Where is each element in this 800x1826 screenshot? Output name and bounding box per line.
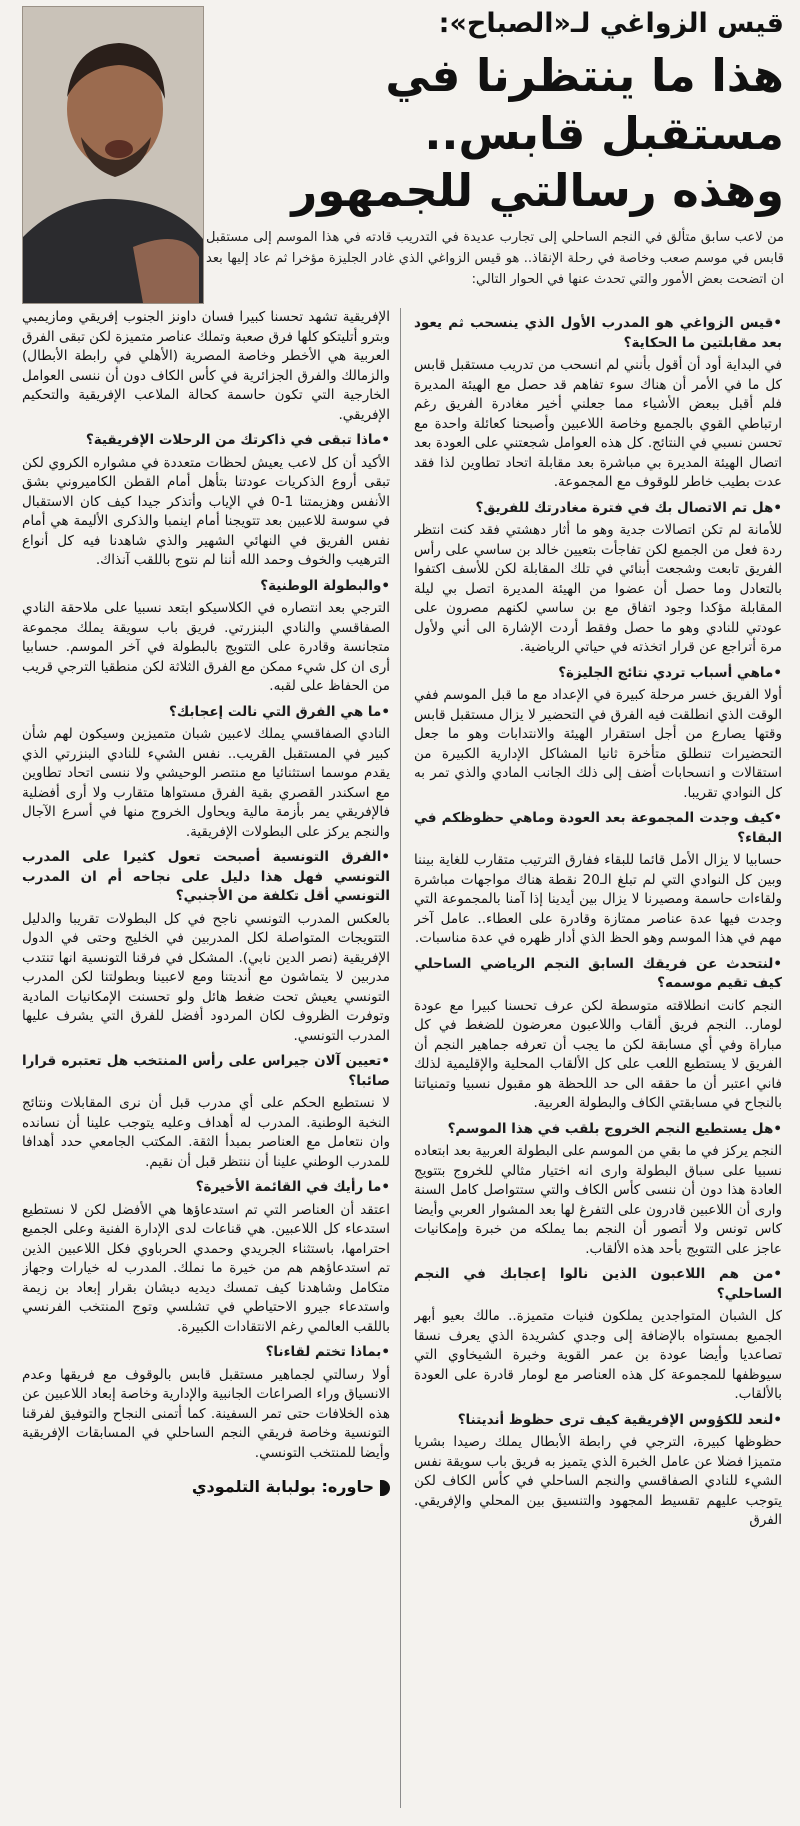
portrait-photo bbox=[22, 6, 204, 304]
qa-block bbox=[414, 1265, 782, 1405]
headline bbox=[212, 47, 784, 220]
qa-block bbox=[22, 577, 390, 697]
answer: حظوظها كبيرة، الترجي في رابطة الأبطال يملك رصيدا بشريا متميزا فضلا عن عامل الخبرة الذي يتميز به فريق باب سويقة نفس الشيء للنادي الصفاقسي والنجم الساحلي في كأس الكاف لكن يتوجب عليهم تقسيط المجهود والتنسيق بين المحلي والإفريقي. الفرق bbox=[414, 1434, 782, 1528]
qa-block bbox=[22, 848, 390, 1046]
question: • هل يستطيع النجم الخروج بلقب في هذا الموسم؟ bbox=[414, 1120, 782, 1140]
end-mark-icon bbox=[380, 1480, 390, 1496]
answer: الترجي بعد انتصاره في الكلاسيكو ابتعد نسبيا على ملاحقة النادي الصفاقسي والنادي البنزرتي. فريق باب سويقة يملك مجموعة متجانسة وقادرة على التتويج بالبطولة في آخر الموسم. حسابيا أرى ان كل شيء ممكن مع الفرق الثلاثة لكن منطقيا الترجي قريب من الحفاظ على لقبه. bbox=[22, 600, 390, 694]
man-portrait-icon bbox=[23, 7, 203, 303]
intro-paragraph: من لاعب سابق متألق في النجم الساحلي إلى تجارب عديدة في التدريب قادته في هذا الموسم إلى مستقبل قابس في موسم صعب وخاصة في رحلة الإنقاذ.. هو قيس الزواغي الذي غادر الجليزة مؤخرا ثم عاد إليها بعد ان اتضحت بعض الأمور والتي تحدث عنها في الحوار التالي: bbox=[206, 230, 784, 287]
qa-block bbox=[414, 499, 782, 658]
question: • ماذا تبقى في ذاكرتك من الرحلات الإفريقية؟ bbox=[22, 431, 390, 451]
question: • ماهي أسباب تردي نتائج الجليزة؟ bbox=[414, 664, 782, 684]
headline-line-2: وهذه رسالتي للجمهور bbox=[291, 164, 784, 218]
qa-block bbox=[22, 703, 390, 843]
answer: لا نستطيع الحكم على أي مدرب قبل أن نرى المقابلات ونتائج النخبة الوطنية. المدرب له أهداف وعليه يتوجب علينا أن نسانده وان نتعامل مع العناصر بمبدأ الثقة. المكتب الجامعي حدد أهدافا للمدرب الوطني علينا أن ننتظر قبل أن نقيم. bbox=[22, 1095, 390, 1170]
answer: الأكيد أن كل لاعب يعيش لحظات متعددة في مشواره الكروي لكن تبقى أروع الذكريات عودتنا بتأهل أمام القطن الكاميروني بشق الأنفس وهزيمتنا 1-0 في الإياب وأتذكر جيدا كيف كان الاستقبال في سوسة للاعبين بعد تتويجنا أمام اينمبا والذكرى الأليمة هي أمام نفس الفريق في النهائي الشهير والذي شاهدنا فيه كل أنواع الترهيب والخوف وحمد الله أننا لم نتوج باللقب آنذاك. bbox=[22, 454, 390, 568]
article-header bbox=[212, 8, 784, 220]
qa-block bbox=[22, 308, 390, 425]
question: • كيف وجدت المجموعة بعد العودة وماهي حظوظكم في البقاء؟ bbox=[414, 809, 782, 848]
question: • الفرق التونسية أصبحت تعول كثيرا على المدرب التونسي فهل هذا دليل على نجاحه أم ان المدرب التونسي أقل تكلفة من الأجنبي؟ bbox=[22, 848, 390, 907]
answer: النجم كانت انطلاقته متوسطة لكن عرف تحسنا كبيرا مع عودة لومار.. النجم فريق ألقاب واللاعبون معرضون للضغط في كل مباراة وفي أي مسابقة لكن ما يجب أن تعرفه جماهير النجم أن الفريق لا يستطيع اللعب على كل الألقاب المحلية والإقليمية لذلك فاني اعتبر أن ما حققه الى حد اللحظة هو مقبول نسبيا وتمنياتنا بالنجاح في مسابقتي الكاف والبطولة العربية. bbox=[414, 997, 782, 1111]
qa-block bbox=[414, 809, 782, 949]
right-column bbox=[414, 308, 782, 1820]
answer: أولا الفريق خسر مرحلة كبيرة في الإعداد مع ما قبل الموسم ففي الوقت الذي انطلقت فيه الفرق في التحضير لا يزال مستقبل قابس وقتها يصارع من أجل استقرار الهيئة والانتدابات وهو ما جعل التحضيرات تنطلق متأخرة ثانيا المشاكل الإدارية الكبيرة من استقالات و انسحابات أضف إلى ذلك الجانب المادي والذي تمر به كل النوادي تقريبا. bbox=[414, 687, 782, 801]
question: • والبطولة الوطنية؟ bbox=[22, 577, 390, 597]
question: • هل تم الاتصال بك في فترة مغادرتك للفريق؟ bbox=[414, 499, 782, 519]
qa-block bbox=[22, 1343, 390, 1463]
answer: حسابيا لا يزال الأمل قائما للبقاء ففارق الترتيب متقارب للغاية بيننا وبين كل النوادي التي لم تبلغ الـ20 نقطة هناك مواجهات مباشرة ولقاءات حاسمة ومصيرنا لا يزال بين أيدينا إذا آمنا بالمجموعة التي وجدت فيها عدة عناصر ممتازة وقادرة على العطاء.. عامل آخر مهم في هذا الموسم وهو الحظ الذي أدار ظهره في عدة مناسبات. bbox=[414, 852, 782, 946]
answer: الإفريقية تشهد تحسنا كبيرا فسان داونز الجنوب إفريقي ومازيمبي وبترو أتليتكو كلها فرق صعبة وتملك عناصر متميزة لكن تبقى الفرق العربية هي الأخطر وخاصة المصرية (الأهلي في رابطة الأبطال) والزمالك والفرق الجزائرية في كأس الكاف دون أن ننسى العوامل الخارجية التي تكون حاسمة كحالة الملاعب الإفريقية والتحكيم الإفريقي. bbox=[22, 309, 390, 423]
qa-block bbox=[414, 664, 782, 804]
answer: أولا رسالتي لجماهير مستقبل قابس بالوقوف مع فريقها وعدم الانسياق وراء الصراعات الجانبية والإدارية وخاصة إبعاد اللاعبين عن هذه الخلافات حتى تمر السفينة. كما أتمنى النجاح والتوفيق لفرقنا التونسية وخاصة فريقي النجم الساحلي في المسابقات الإفريقية وأيضا للمنتخب التونسي. bbox=[22, 1366, 390, 1461]
byline-text: حاوره: بولبابة التلمودي bbox=[191, 1477, 374, 1496]
qa-block bbox=[22, 1052, 390, 1172]
headline-line-1: هذا ما ينتظرنا في مستقبل قابس.. bbox=[385, 49, 784, 160]
answer: النادي الصفاقسي يملك لاعبين شبان متميزين وسيكون لهم شأن كبير في المستقبل القريب.. نفس الشيء للنادي البنزرتي الذي يقدم موسما استثنائيا مع منتصر الوحيشي ولا ننسى اتحاد تطاوين مع اسكندر القصري بقية الفرق مستواها متقارب ولا أرى أفضلية فالإفريقي يمر بأزمة مالية ويحاول الخروج منها في أسرع الآجال والنجم يركز على البطولات الإفريقية. bbox=[22, 726, 390, 840]
answer: النجم يركز في ما بقي من الموسم على البطولة العربية بعد ابتعاده نسبيا على سباق البطولة وارى انه اختيار مثالي للخروج بتتويج العادة هذا دون أن ننسى كأس الكاف والتي ستتواصل كامل السنة وارى أن اللاعبين قادرون على التفرغ لها بعد المشوار العربي وأيضا كاس تونس ولا أتصور أن النجم بما يملكه من خبرة وإمكانيات عاجز على التتويج بأحد هذه الألقاب. bbox=[414, 1143, 782, 1257]
qa-block bbox=[414, 1120, 782, 1260]
answer: اعتقد أن العناصر التي تم استدعاؤها هي الأفضل لكن لا نستطيع استدعاء كل اللاعبين. هي قناعات لدى الإدارة الفنية وعلى الجميع احترامها، باستثناء الجريدي وحمدي الحرباوي فكل اللاعبين الذين تم استدعاؤهم هم من خيرة ما نملك. المدرب له خيارات وجهاز متكامل وشاهدنا كيف تمسك ديديه ديشان بقرار إبعاد بن زيمة واستدعاء جيرو الاحتياطي في تشلسي وتوج المنتخب الفرنسي باللقب العالمي رغم الانتقادات الكبيرة. bbox=[22, 1201, 390, 1335]
question: • ما رأيك في القائمة الأخيرة؟ bbox=[22, 1178, 390, 1198]
qa-block bbox=[414, 955, 782, 1114]
question: • لنعد للكؤوس الإفريقية كيف ترى حظوظ أنديتنا؟ bbox=[414, 1411, 782, 1431]
column-divider bbox=[400, 308, 401, 1808]
kicker: قيس الزواغي لـ«الصباح»: bbox=[438, 8, 784, 39]
question: • قيس الزواغي هو المدرب الأول الذي ينسحب ثم يعود بعد مقابلتين ما الحكاية؟ bbox=[414, 314, 782, 353]
question: • من هم اللاعبون الذين نالوا إعجابك في النجم الساحلي؟ bbox=[414, 1265, 782, 1304]
question: • ما هي الفرق التي نالت إعجابك؟ bbox=[22, 703, 390, 723]
answer: في البداية أود أن أقول بأنني لم انسحب من تدريب مستقبل قابس كل ما في الأمر أن هناك سوء تفاهم قد حصل مع الهيئة المديرة فلم أقبل ببعض الأشياء مما جعلني أخير مغادرة الفريق رغم ارتباطي القوي بالجميع وخاصة اللاعبين وأصبحنا كعائلة واحدة مع تحسن نسبي في النتائج. كل هذه العوامل شجعتني على العودة بعد اتصال الهيئة المديرة بي مباشرة بعد مقابلة اتحاد تطاوين لذا فقد عدت بطيب خاطر للوقوف مع المجموعة. bbox=[414, 357, 782, 490]
answer: بالعكس المدرب التونسي ناجح في كل البطولات تقريبا والدليل التتويجات المتواصلة لكل المدربين في الخليج وحتى في الدول الإفريقية (نصر الدين نابي). المشكل في فرقنا التونسية انها تنتدب مدربين لا يتماشون مع أنديتنا ومع لاعبينا وبطولتنا لكن المدرب التونسي يعيش تحت ضغط هائل ولو تحسنت الإمكانيات المادية وتوفرت الظروف لكان المردود أفضل للفرق التي يشرف عليها المدرب التونسي. bbox=[22, 910, 390, 1044]
byline bbox=[22, 1477, 390, 1497]
question: • لنتحدث عن فريقك السابق النجم الرياضي الساحلي كيف تقيم موسمه؟ bbox=[414, 955, 782, 994]
question: • تعيين آلان جيراس على رأس المنتخب هل تعتبره قرارا صائبا؟ bbox=[22, 1052, 390, 1091]
qa-block bbox=[414, 1411, 782, 1531]
answer: كل الشبان المتواجدين يملكون فنيات متميزة.. مالك بعيو أبهر الجميع بمستواه بالإضافة إلى وجدي كشريدة الذي يعرف نسقا تصاعديا وأيضا عودة بن عمر القوية وخبرة الشيخاوي التي سيوظفها للمجموعة كل هذه العناصر مع لومار قادرة على العودة بالألقاب. bbox=[414, 1308, 782, 1402]
qa-block bbox=[22, 1178, 390, 1337]
answer: للأمانة لم تكن اتصالات جدية وهو ما أثار دهشتي فقد كنت انتظر ردة فعل من الجميع لكن تفاجأت بتعيين خالد بن ساسي على رأس الفريق تابعت وشجعت أبنائي في تلك المقابلة لكن للأسف اكتفوا بالتعادل وما حصل أن عضوا من الهيئة المديرة اتصل بي ليلة المقابلة مؤكدا وجود اتفاق مع بن ساسي لكنهم مصرون على عودتي للنادي وهو ما حصل وفقط أردت الإشارة الى أني ولأول مرة أتراجع عن قرار اتخذته في حياتي الرياضية. bbox=[414, 522, 782, 655]
question: • بماذا تختم لقاءنا؟ bbox=[22, 1343, 390, 1363]
qa-block bbox=[22, 431, 390, 571]
left-column bbox=[22, 308, 390, 1820]
qa-block bbox=[414, 314, 782, 493]
